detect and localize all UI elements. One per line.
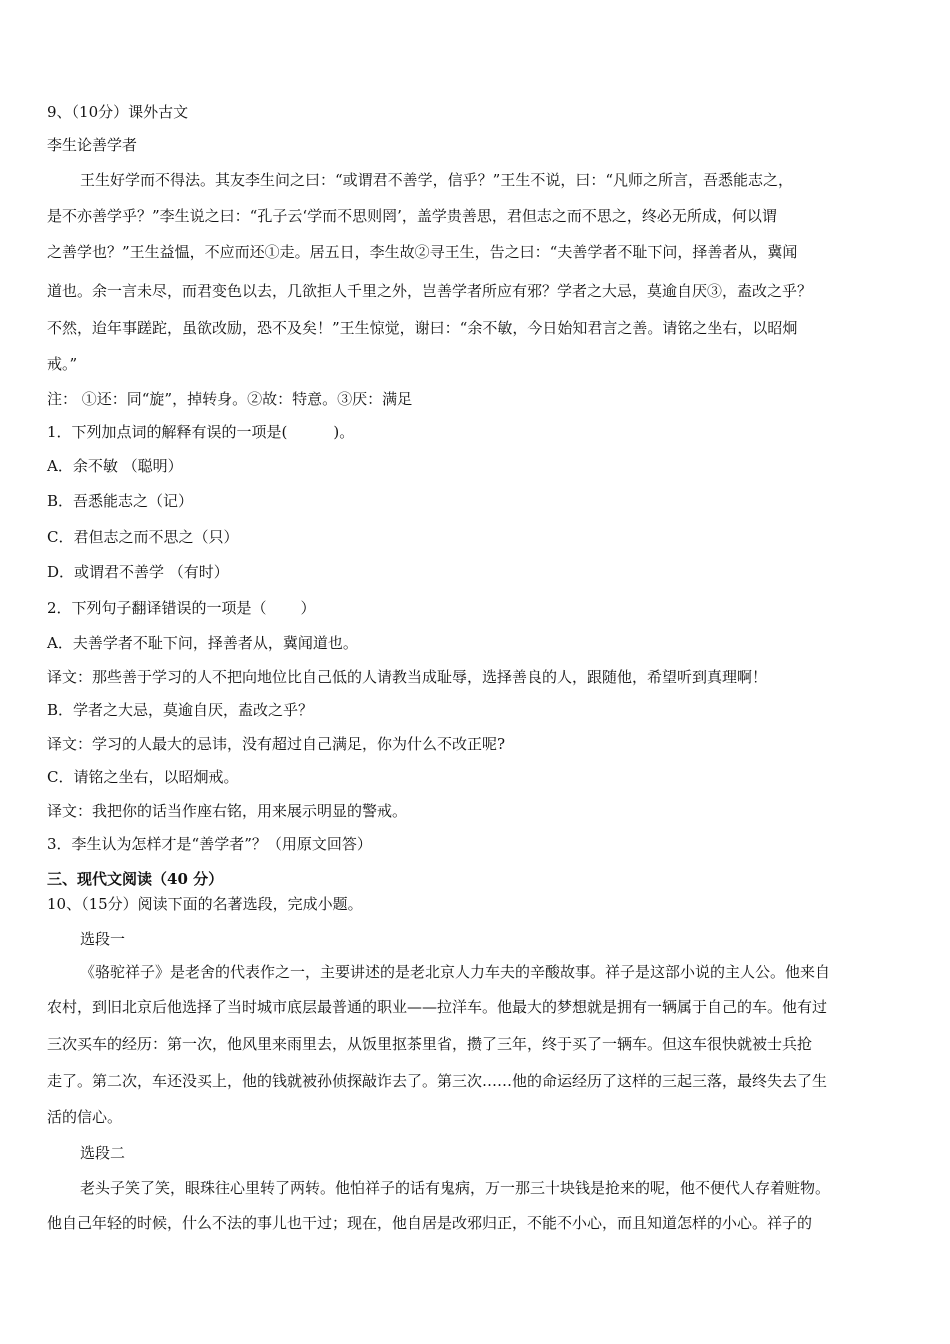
section-heading: 三、现代文阅读（40 分） (47, 870, 224, 888)
sub2-translation-c: 译文：我把你的话当作座右铭，用来展示明显的警戒。 (47, 802, 408, 820)
option-b: B．吾悉能志之（记） (47, 492, 194, 510)
sub2-option-a: A．夫善学者不耻下问，择善者从，冀闻道也。 (47, 634, 358, 652)
passage-line-5: 不然，迨年事蹉跎，虽欲改励，恐不及矣！”王生惊觉，谢曰：“余不敏，今日始知君言之善。请铭之坐右，以昭炯 (47, 319, 798, 337)
sub2-translation-b: 译文：学习的人最大的忌讳，没有超过自己满足，你为什么不改正呢? (47, 735, 506, 753)
sub2-option-c: C．请铭之坐右，以昭炯戒。 (47, 768, 239, 786)
excerpt-1-line-3: 三次买车的经历：第一次，他风里来雨里去，从饭里抠茶里省，攒了三年，终于买了一辆车。但这车很快就被士兵抢 (47, 1035, 813, 1053)
sub2-translation-a: 译文：那些善于学习的人不把向地位比自己低的人请教当成耻辱，选择善良的人，跟随他，希望听到真理啊！ (47, 668, 768, 686)
excerpt-2-line-2: 他自己年轻的时候，什么不法的事儿也干过；现在，他自居是改邪归正，不能不小心，而且知道怎样的小心。祥子的 (47, 1214, 813, 1232)
sub-question-1-stem: 1．下列加点词的解释有误的一项是( (47, 423, 288, 441)
passage-line-4: 道也。余一言未尽，而君变色以去，几欲拒人千里之外，岂善学者所应有邪？学者之大忌，莫逾自厌③，盍改之乎？ (47, 282, 813, 300)
sub2-option-b: B．学者之大忌，莫逾自厌，盍改之乎？ (47, 701, 314, 719)
excerpt-2-line-1: 老头子笑了笑，眼珠往心里转了两转。他怕祥子的话有鬼病，万一那三十块钱是抢来的呢，他不便代人存着赃物。 (80, 1179, 831, 1197)
passage-line-2: 是不亦善学乎？”李生说之曰：“孔子云‘学而不思则罔’，盖学贵善思，君但志之而不思之，终必无所成，何以谓 (47, 207, 777, 225)
q10-intro: 10、（15分）阅读下面的名著选段，完成小题。 (47, 895, 363, 913)
passage-line-3: 之善学也？”王生益愠，不应而还①走。居五日，李生故②寻王生，告之曰：“夫善学者不耻下问，择善者从，冀闻 (47, 243, 798, 261)
sub-question-2 (47, 598, 316, 618)
passage-line-6: 戒。” (47, 355, 78, 373)
q9-header: 9、（10分）课外古文 (47, 103, 189, 121)
sub-question-1 (47, 422, 354, 442)
excerpt-1-line-1: 《骆驼祥子》是老舍的代表作之一，主要讲述的是老北京人力车夫的辛酸故事。祥子是这部小说的主人公。他来自 (80, 963, 831, 981)
passage-title: 李生论善学者 (47, 136, 138, 154)
excerpt-1-line-4: 走了。第二次，车还没买上，他的钱就被孙侦探敲诈去了。第三次……他的命运经历了这样的三起三落，最终失去了生 (47, 1072, 828, 1090)
excerpt-2-label: 选段二 (80, 1144, 126, 1162)
excerpt-1-line-5: 活的信心。 (47, 1108, 123, 1126)
sub-question-3: 3．李生认为怎样才是“善学者”？（用原文回答） (47, 835, 372, 853)
excerpt-1-line-2: 农村，到旧北京后他选择了当时城市底层最普通的职业——拉洋车。他最大的梦想就是拥有一辆属于自己的车。他有过 (47, 998, 828, 1016)
passage-line-1: 王生好学而不得法。其友李生问之曰：“或谓君不善学，信乎？”王生不说，曰：“凡师之所言，吾悉能志之， (80, 171, 794, 189)
sub-question-2-stem-end: ） (300, 599, 316, 617)
option-c: C．君但志之而不思之（只） (47, 528, 239, 546)
option-a: A．余不敏 （聪明） (47, 457, 183, 475)
sub-question-2-stem: 2．下列句子翻译错误的一项是（ (47, 599, 267, 617)
option-d: D．或谓君不善学 （有时） (47, 563, 229, 581)
sub-question-1-stem-end: )。 (333, 423, 355, 441)
excerpt-1-label: 选段一 (80, 930, 126, 948)
passage-note: 注： ①还：同“旋”，掉转身。②故：特意。③厌：满足 (47, 390, 413, 408)
